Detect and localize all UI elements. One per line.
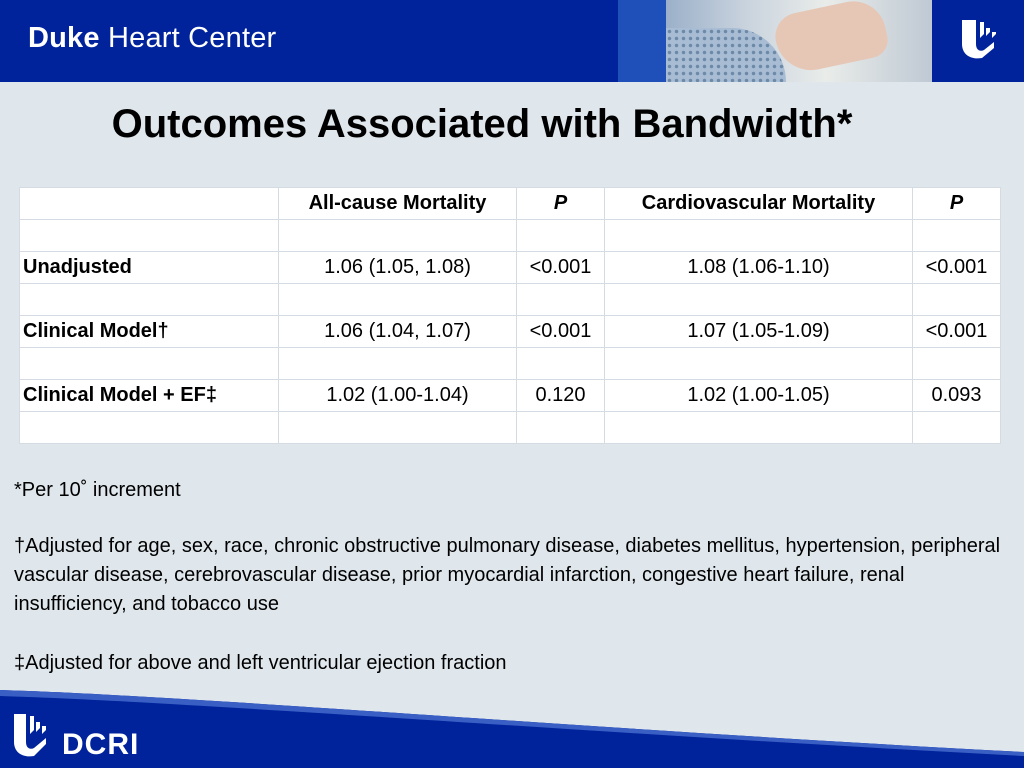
header-p-value-cv: P: [913, 188, 1001, 220]
duke-shield-icon: [960, 18, 1000, 62]
cell: [913, 284, 1001, 316]
row-label: [20, 220, 279, 252]
cell: [913, 220, 1001, 252]
outcomes-table: [19, 187, 1001, 444]
cell: 1.06 (1.04, 1.07): [279, 316, 517, 348]
cell: 0.120: [517, 380, 605, 412]
cell: [279, 412, 517, 444]
cell: [517, 348, 605, 380]
table-row: [20, 252, 1001, 284]
brand-name: [28, 22, 276, 55]
cell: <0.001: [913, 252, 1001, 284]
footer-wave-graphic: [0, 690, 1024, 768]
row-label: Unadjusted: [20, 252, 279, 284]
slide-title: Outcomes Associated with Bandwidth*: [111, 102, 853, 146]
cell: [913, 348, 1001, 380]
row-label: [20, 412, 279, 444]
footnote-clinical-model-ef: ‡Adjusted for above and left ventricular ejection fraction: [14, 652, 507, 674]
patient-gown-image: [666, 28, 786, 82]
dcri-logo-text: DCRI: [62, 728, 140, 761]
cell: 0.093: [913, 380, 1001, 412]
row-label: [20, 348, 279, 380]
row-label: Clinical Model†: [20, 316, 279, 348]
brand-rest: Heart Center: [107, 22, 277, 54]
cell: [605, 412, 913, 444]
header-banner: [0, 0, 1024, 82]
footnote-clinical-model: †Adjusted for age, sex, race, chronic obstructive pulmonary disease, diabetes mellitus, hypertension, peripheral vascular disease, cerebrovascular disease, prior myocardial infarction, congestive heart failure, renal insufficiency, and tobacco use: [14, 535, 1001, 615]
cell: [279, 348, 517, 380]
table-row: [20, 220, 1001, 252]
cell: [605, 284, 913, 316]
table-header-row: [20, 188, 1001, 220]
cell: [517, 412, 605, 444]
table-row: [20, 412, 1001, 444]
cell: <0.001: [517, 316, 605, 348]
table-row: [20, 348, 1001, 380]
cell: [279, 284, 517, 316]
duke-shield-icon-footer: [12, 712, 52, 760]
header-cell-empty: [20, 188, 279, 220]
cell: [517, 220, 605, 252]
cell: [279, 220, 517, 252]
cell: [913, 412, 1001, 444]
cell: 1.02 (1.00-1.04): [279, 380, 517, 412]
cell: 1.08 (1.06-1.10): [605, 252, 913, 284]
cell: 1.06 (1.05, 1.08): [279, 252, 517, 284]
footnote-per-increment: *Per 10˚ increment: [14, 479, 181, 501]
brand-bold: Duke: [28, 22, 100, 54]
cell: [605, 220, 913, 252]
row-label: Clinical Model + EF‡: [20, 380, 279, 412]
header-cardiovascular-mortality: Cardiovascular Mortality: [605, 188, 913, 220]
cell: 1.02 (1.00-1.05): [605, 380, 913, 412]
cell: [605, 348, 913, 380]
row-label: [20, 284, 279, 316]
hand-image: [771, 0, 891, 77]
cell: <0.001: [517, 252, 605, 284]
footer: [0, 690, 1024, 768]
header-all-cause-mortality: All-cause Mortality: [279, 188, 517, 220]
cell: 1.07 (1.05-1.09): [605, 316, 913, 348]
table-row: [20, 284, 1001, 316]
table-row: [20, 380, 1001, 412]
cell: [517, 284, 605, 316]
cell: <0.001: [913, 316, 1001, 348]
header-p-value: P: [517, 188, 605, 220]
header-photo: [666, 0, 932, 82]
table-row: [20, 316, 1001, 348]
header-stripe: [618, 0, 666, 82]
